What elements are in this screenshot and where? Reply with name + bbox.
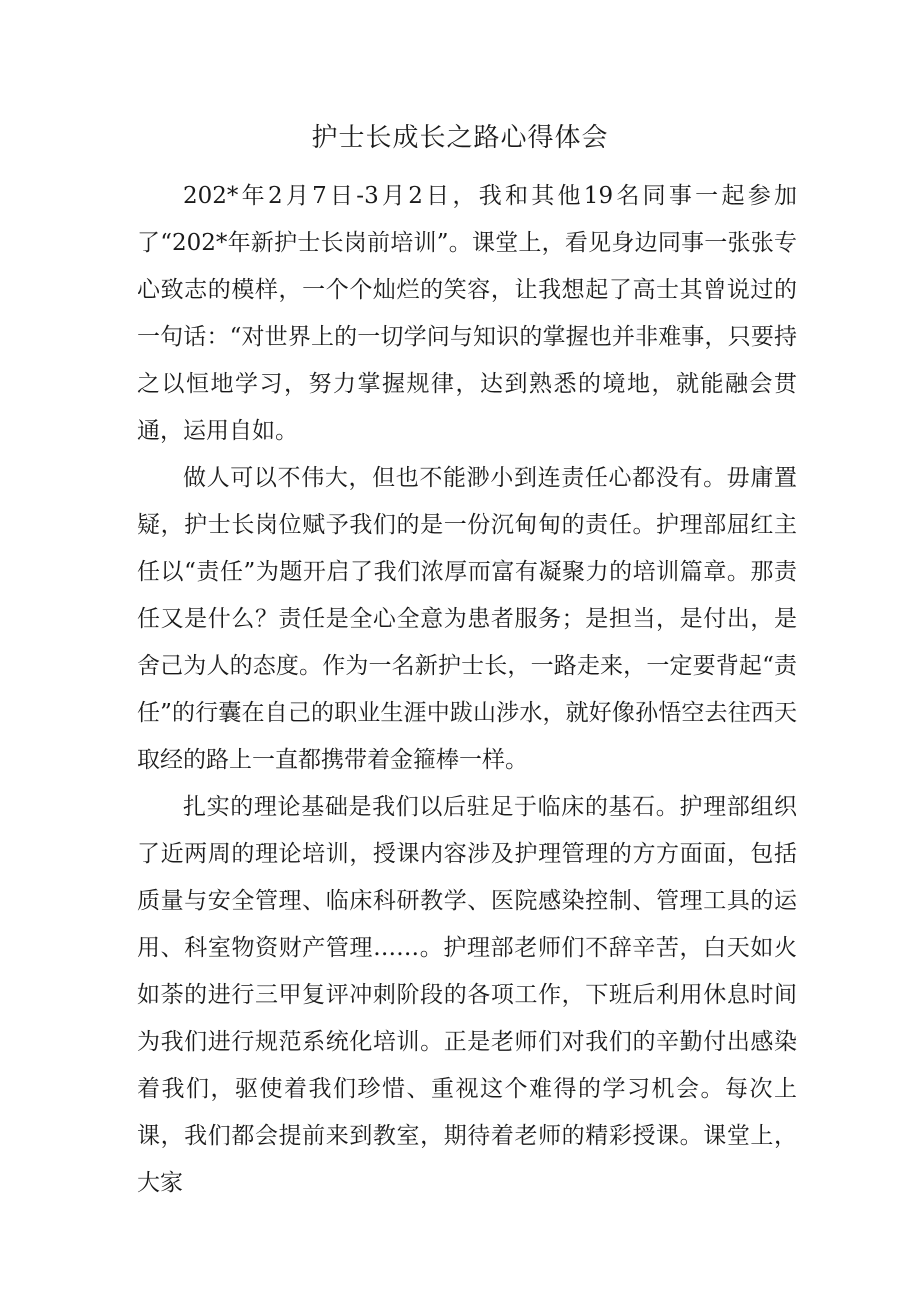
document-body: [137, 173, 797, 1207]
paragraph-3: 扎实的理论基础是我们以后驻足于临床的基石。护理部组织了近两周的理论培训，授课内容涉及护理管理的方方面面，包括质量与安全管理、临床科研教学、医院感染控制、管理工具的运用、科室物资财产管理……。护理部老师们不辞辛苦，白天如火如荼的进行三甲复评冲刺阶段的各项工作，下班后利用休息时间为我们进行规范系统化培训。正是老师们对我们的辛勤付出感染着我们，驱使着我们珍惜、重视这个难得的学习机会。每次上课，我们都会提前来到教室，期待着老师的精彩授课。课堂上，大家: [137, 794, 797, 1196]
paragraph-1: 202*年2月7日-3月2日，我和其他19名同事一起参加了“202*年新护士长岗前培训”。课堂上，看见身边同事一张张专心致志的模样，一个个灿烂的笑容，让我想起了高士其曾说过的一句话：“对世界上的一切学问与知识的掌握也并非难事，只要持之以恒地学习，努力掌握规律，达到熟悉的境地，就能融会贯通，运用自如。: [137, 183, 797, 444]
document-title: 护士长成长之路心得体会: [311, 123, 609, 153]
paragraph-2: 做人可以不伟大，但也不能渺小到连责任心都没有。毋庸置疑，护士长岗位赋予我们的是一份沉甸甸的责任。护理部屈红主任以“责任”为题开启了我们浓厚而富有凝聚力的培训篇章。那责任又是什么？责任是全心全意为患者服务；是担当，是付出，是舍己为人的态度。作为一名新护士长，一路走来，一定要背起“责任”的行囊在自己的职业生涯中跋山涉水，就好像孙悟空去往西天取经的路上一直都携带着金箍棒一样。: [137, 465, 797, 773]
